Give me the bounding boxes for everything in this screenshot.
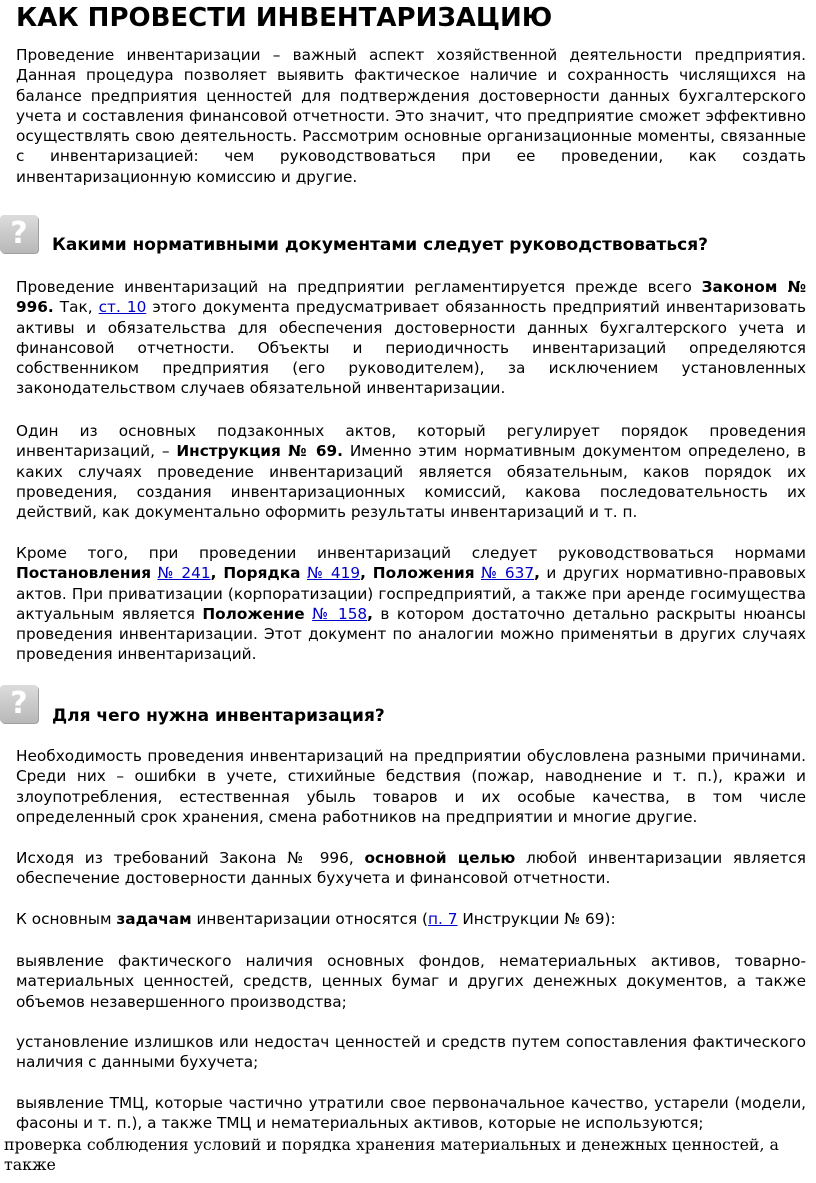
task-item-4: проверка соблюдения условий и порядка хранения материальных и денежных ценностей, а также <box>4 1135 779 1174</box>
section2-paragraph-3 <box>16 909 806 929</box>
intro-paragraph: Проведение инвентаризации – важный аспект хозяйственной деятельности предприятия. Данная процедура позволяет выявить фактическое наличие и сохранность числящихся на балансе предприятия ценностей для подтверждения достоверности данных бухгалтерского учета и составления финансовой отчетности. Это значит, что предприятие сможет эффективно осуществлять свою деятельность. Рассмотрим основные организационные моменты, связанные с инвентаризацией: чем руководствоваться при ее проведении, как создать инвентаризационную комиссию и другие. <box>16 46 806 186</box>
question-icon <box>0 685 38 723</box>
bold-main-goal: основной целью <box>364 849 516 867</box>
section-heading-purpose: Для чего нужна инвентаризация? <box>52 706 385 726</box>
section1-paragraph-2 <box>16 421 806 522</box>
text: любой инвентаризации является обеспечение достоверности данных бухучета и финансовой отчетности. <box>16 849 807 888</box>
section1-paragraph-1 <box>16 277 806 399</box>
bold-order: , Порядка <box>210 564 301 583</box>
bold-comma: , <box>534 564 540 583</box>
text: Кроме того, при проведении инвентаризаций следует руководствоваться нормами <box>16 544 806 562</box>
bold-regulation: , Положения <box>360 564 475 583</box>
text: инвентаризации относятся ( <box>191 910 429 928</box>
text: Именно этим нормативным документом определено, в каких случаях проведение инвентаризаций является обязательным, каков порядок их проведения, создания инвентаризационных комиссий, какова последовательность их действий, как документально оформить результаты инвентаризаций и т. п. <box>16 442 806 522</box>
text: Так, <box>53 298 99 317</box>
text: Один из основных подзаконных актов, который регулирует порядок проведения инвентаризаций, – <box>16 422 806 461</box>
section2-paragraph-2 <box>16 848 806 889</box>
section-heading-documents: Какими нормативными документами следует руководствоваться? <box>52 235 708 255</box>
question-icon <box>0 215 38 253</box>
link-158[interactable]: № 158 <box>312 604 368 623</box>
text: в котором достаточно детально раскрыты нюансы проведения инвентаризации. Этот документ по аналогии можно применятьи в других случаях проведения инвентаризаций. <box>16 604 806 664</box>
text: Проведение инвентаризаций на предприятии регламентируется прежде всего <box>16 278 702 296</box>
text: Исходя из требований Закона № 996, <box>16 849 365 867</box>
question-icon-glyph: ? <box>10 686 28 721</box>
link-637[interactable]: № 637 <box>480 564 535 583</box>
task-item-3: выявление ТМЦ, которые частично утратили свое первоначальное качество, устарели (модели, фасоны и т. п.), а также ТМЦ и нематериальных активов, которые не используются; <box>16 1094 806 1133</box>
section1-paragraph-3 <box>16 543 806 665</box>
bold-regulation-158: Положение <box>202 604 305 623</box>
text: и других нормативно-правовых актов. При приватизации (корпоратизации) госпредприятий, а также при аренде госимущества актуальным является <box>16 564 806 623</box>
link-article-10[interactable]: ст. 10 <box>98 298 147 317</box>
bold-law-996: Законом № 996. <box>16 278 806 317</box>
task-item-1: выявление фактического наличия основных фондов, нематериальных активов, товарно-материальных ценностей, средств, ценных бумаг и других денежных документов, а также объемов незавершенного производства; <box>16 952 806 1011</box>
link-419[interactable]: № 419 <box>306 564 361 583</box>
link-item-7[interactable]: п. 7 <box>428 910 458 928</box>
text: К основным <box>16 910 117 928</box>
question-icon-glyph: ? <box>10 216 28 251</box>
page-title: КАК ПРОВЕСТИ ИНВЕНТАРИЗАЦИЮ <box>16 3 553 33</box>
bold-instruction-69: Инструкция № 69. <box>176 442 343 461</box>
bold-tasks: задачам <box>116 910 192 928</box>
text: этого документа предусматривает обязанность предприятий инвентаризовать активы и обязательства для обеспечения достоверности данных бухгалтерского учета и финансовой отчетности. Объекты и периодичность инвентаризаций определяются собственником предприятия (его руководителем), за исключением установленных законодательством случаев обязательной инвентаризации. <box>16 298 807 398</box>
link-241[interactable]: № 241 <box>157 564 211 583</box>
section2-paragraph-1: Необходимость проведения инвентаризаций на предприятии обусловлена разными причинами. Среди них – ошибки в учете, стихийные бедствия (пожар, наводнение и т. п.), кражи и злоупотребления, естественная убыль товаров и их особые качества, в том числе определенный срок хранения, смена работников на предприятии и многие другие. <box>16 747 806 826</box>
task-item-2: установление излишков или недостач ценностей и средств путем сопоставления фактического наличия с данными бухучета; <box>16 1033 806 1072</box>
bold-comma: , <box>367 604 373 623</box>
bold-resolution: Постановления <box>16 564 152 583</box>
text: Инструкции № 69): <box>457 910 616 928</box>
